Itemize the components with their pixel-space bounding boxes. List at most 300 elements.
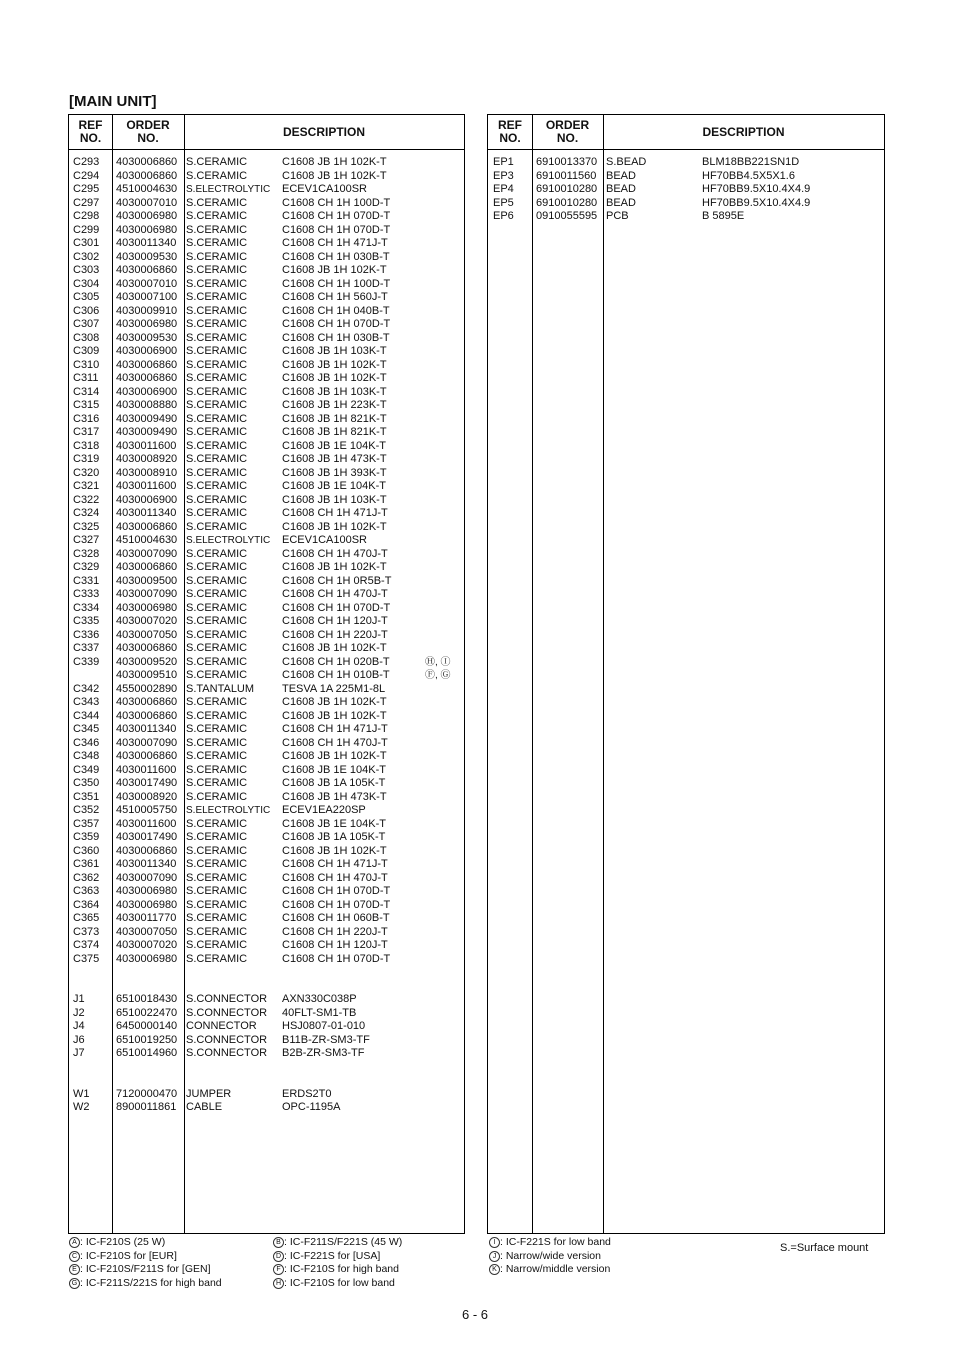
ref-no: C335 [73, 615, 100, 627]
order-no: 4030006980 [116, 601, 178, 614]
footnote-letter: A [69, 1237, 80, 1248]
ref-no: C334 [73, 601, 100, 614]
part-type: S.CERAMIC [186, 412, 248, 425]
order-no: 4030006900 [116, 493, 178, 506]
order-no: 6910010280 [536, 183, 598, 195]
ref-no: C329 [73, 561, 100, 573]
part-type: S.CERAMIC [186, 547, 248, 560]
part-type: JUMPER [186, 1087, 232, 1100]
order-no: 4030007050 [116, 925, 178, 938]
ref-no: C324 [73, 507, 100, 519]
table-row [69, 750, 464, 764]
order-no: 4030007010 [116, 277, 178, 290]
ref-no: C305 [73, 291, 100, 303]
part-description: C1608 JB 1A 105K-T [282, 831, 386, 843]
order-no: 4510004630 [116, 534, 178, 546]
part-description: C1608 JB 1H 102K-T [282, 642, 387, 654]
ref-no: J7 [73, 1047, 85, 1059]
part-type: S.CERAMIC [186, 237, 248, 249]
part-description: C1608 CH 1H 470J-T [282, 588, 388, 600]
table-row [69, 885, 464, 899]
footnote-item [273, 1277, 402, 1291]
ref-no: J1 [73, 993, 85, 1005]
part-type: S.CERAMIC [186, 561, 248, 573]
footnote-text: : IC-F221S for [USA] [284, 1249, 381, 1262]
order-no: 4030006980 [116, 885, 178, 897]
table-row [488, 170, 884, 184]
table-row [69, 723, 464, 737]
order-no: 8900011861 [116, 1101, 177, 1113]
order-no: 4030011340 [116, 858, 177, 870]
footnote-letter: K [489, 1264, 500, 1275]
parts-table-right [487, 114, 885, 1234]
ref-no: C360 [73, 844, 100, 857]
parts-list-right [488, 156, 884, 224]
ref-no: C351 [73, 790, 100, 803]
order-no: 4510005750 [116, 804, 178, 816]
ref-no: J6 [73, 1033, 85, 1046]
table-row [69, 183, 464, 197]
ref-no: C298 [73, 210, 100, 222]
ref-no: C362 [73, 871, 100, 884]
order-no: 4030006860 [116, 642, 178, 654]
table-row [69, 399, 464, 413]
part-description: C1608 JB 1H 102K-T [282, 169, 387, 182]
part-type: S.CONNECTOR [186, 1006, 268, 1019]
order-no: 4030011770 [116, 912, 177, 924]
footnote-text: : IC-F210S for low band [284, 1276, 395, 1289]
part-type: S.CERAMIC [186, 615, 248, 627]
footnote-text: : IC-F210S for [EUR] [80, 1249, 177, 1262]
order-no: 4030007050 [116, 628, 178, 641]
part-description: C1608 CH 1H 070D-T [282, 952, 391, 965]
footnotes-column-3 [489, 1236, 611, 1277]
part-type: S.CERAMIC [186, 642, 248, 654]
table-row [69, 602, 464, 616]
ref-no: C322 [73, 493, 100, 506]
table-row [69, 548, 464, 562]
footnote-letter: C [69, 1251, 80, 1262]
ref-no: C344 [73, 709, 100, 722]
part-description: C1608 CH 1H 030B-T [282, 250, 390, 263]
order-no: 4030006980 [116, 210, 178, 222]
parts-table-left [68, 114, 465, 1234]
ref-no: C320 [73, 466, 100, 479]
part-type: CABLE [186, 1101, 223, 1113]
ref-no: C327 [73, 534, 100, 546]
ref-no: C314 [73, 385, 100, 398]
footnote-text: : IC-F211S/F221S (45 W) [284, 1236, 403, 1248]
part-type: S.CERAMIC [186, 210, 248, 222]
order-no: 4030006860 [116, 520, 178, 533]
part-description: AXN330C038P [282, 993, 357, 1005]
part-type: S.CERAMIC [186, 723, 248, 735]
table-row [69, 683, 464, 697]
table-row [69, 372, 464, 386]
ref-no: EP5 [493, 196, 514, 209]
footnote-letter: J [489, 1251, 500, 1262]
part-type: S.CERAMIC [186, 156, 248, 168]
table-row [69, 588, 464, 602]
part-type: S.CERAMIC [186, 844, 248, 857]
ref-no: C293 [73, 156, 100, 168]
footnote-text: : IC-F210S/F211S for [GEN] [80, 1263, 211, 1275]
ref-no: C302 [73, 250, 100, 263]
table-row [69, 1074, 464, 1088]
part-description: C1608 CH 1H 120J-T [282, 615, 388, 627]
part-type: S.CERAMIC [186, 493, 248, 506]
table-row [69, 966, 464, 980]
part-description: C1608 JB 1H 103K-T [282, 345, 387, 357]
part-description: C1608 JB 1E 104K-T [282, 763, 386, 776]
part-description: C1608 CH 1H 100D-T [282, 277, 391, 290]
part-description: C1608 JB 1H 821K-T [282, 412, 387, 425]
part-description: C1608 CH 1H 471J-T [282, 507, 388, 519]
table-row [69, 1088, 464, 1102]
part-description: C1608 CH 1H 070D-T [282, 210, 391, 222]
part-description: C1608 JB 1H 102K-T [282, 264, 387, 276]
part-type: S.CERAMIC [186, 358, 248, 371]
order-no: 4030011340 [116, 723, 177, 735]
order-no: 4030008920 [116, 453, 178, 465]
table-row [69, 345, 464, 359]
ref-no: C294 [73, 169, 100, 182]
part-description: C1608 CH 1H 070D-T [282, 318, 391, 330]
table-row [69, 467, 464, 481]
table-row [69, 359, 464, 373]
table-row [69, 318, 464, 332]
part-type: CONNECTOR [186, 1020, 257, 1032]
version-mark: Ⓗ, Ⓘ [425, 656, 451, 668]
part-type: S.CERAMIC [186, 763, 248, 776]
part-description: C1608 CH 1H 220J-T [282, 925, 388, 938]
order-no: 4550002890 [116, 682, 178, 695]
part-description: C1608 JB 1H 102K-T [282, 156, 387, 168]
ref-no: EP4 [493, 183, 514, 195]
ref-no: C349 [73, 763, 100, 776]
table-row [69, 642, 464, 656]
part-description: C1608 JB 1H 102K-T [282, 520, 387, 533]
part-type: S.CONNECTOR [186, 1047, 268, 1059]
table-row [69, 170, 464, 184]
order-no: 4030009910 [116, 304, 178, 317]
table-row [69, 575, 464, 589]
part-type: S.CERAMIC [186, 750, 248, 762]
order-no: 4030006860 [116, 844, 178, 857]
header-ref-no: REF NO. [498, 118, 522, 145]
part-description: C1608 CH 1H 471J-T [282, 723, 388, 735]
table-row [69, 440, 464, 454]
part-description: C1608 CH 1H 560J-T [282, 291, 388, 303]
order-no: 4030006980 [116, 952, 178, 965]
table-row [69, 305, 464, 319]
footnote-letter: G [69, 1278, 80, 1289]
part-type: S.CERAMIC [186, 952, 248, 965]
table-row [69, 1061, 464, 1075]
ref-no: C315 [73, 399, 100, 411]
part-type: S.CERAMIC [186, 925, 248, 938]
part-type: S.CERAMIC [186, 669, 248, 681]
table-row [69, 480, 464, 494]
order-no: 4030009520 [116, 655, 178, 668]
part-type: S.CERAMIC [186, 264, 248, 276]
part-type: S.CERAMIC [186, 520, 248, 533]
part-description: C1608 JB 1E 104K-T [282, 817, 386, 830]
order-no: 4030007090 [116, 547, 178, 560]
part-type: S.CERAMIC [186, 453, 248, 465]
footnote-letter: I [489, 1237, 500, 1248]
order-no: 4030007090 [116, 588, 178, 600]
part-description: ECEV1EA220SP [282, 804, 366, 816]
part-type: S.CERAMIC [186, 399, 248, 411]
order-no: 4030011600 [116, 817, 177, 830]
part-type: S.CERAMIC [186, 898, 248, 911]
order-no: 7120000470 [116, 1087, 178, 1100]
ref-no: C345 [73, 723, 100, 735]
order-no: 4030017490 [116, 777, 178, 789]
ref-no: C309 [73, 345, 100, 357]
footnote-item [273, 1236, 402, 1250]
ref-no: C363 [73, 885, 100, 897]
surface-mount-note: S.=Surface mount [780, 1242, 869, 1254]
part-description: C1608 JB 1H 102K-T [282, 709, 387, 722]
table-row [69, 1020, 464, 1034]
part-type: S.CERAMIC [186, 385, 248, 398]
part-type: S.CONNECTOR [186, 1033, 268, 1046]
order-no: 4030006900 [116, 345, 178, 357]
part-description: C1608 CH 1H 060B-T [282, 912, 390, 924]
order-no: 4030008920 [116, 790, 178, 803]
part-description: 40FLT-SM1-TB [282, 1006, 357, 1019]
table-row [69, 737, 464, 751]
table-row [69, 291, 464, 305]
order-no: 4030008910 [116, 466, 178, 479]
ref-no: C361 [73, 858, 100, 870]
table-row [69, 224, 464, 238]
table-row [69, 494, 464, 508]
table-row [69, 669, 464, 683]
header-description: DESCRIPTION [702, 124, 785, 139]
footnote-item [273, 1250, 402, 1264]
footnote-item [69, 1263, 222, 1277]
order-no: 6510014960 [116, 1047, 178, 1059]
table-row [69, 710, 464, 724]
order-no: 4030006860 [116, 156, 178, 168]
table-row [69, 1047, 464, 1061]
part-description: C1608 JB 1H 102K-T [282, 844, 387, 857]
part-type: S.CERAMIC [186, 817, 248, 830]
ref-no: C357 [73, 817, 100, 830]
part-type: S.CERAMIC [186, 655, 248, 668]
table-row [488, 156, 884, 170]
table-row [69, 899, 464, 913]
footnote-text: : IC-F211S/221S for high band [80, 1276, 222, 1289]
part-description: OPC-1195A [282, 1101, 341, 1113]
footnote-item [489, 1263, 611, 1277]
table-row [488, 210, 884, 224]
part-description: C1608 JB 1H 102K-T [282, 696, 387, 708]
ref-no: C301 [73, 237, 100, 249]
footnote-letter: B [273, 1237, 284, 1248]
ref-no: C308 [73, 331, 100, 344]
table-row [69, 426, 464, 440]
table-row [69, 791, 464, 805]
ref-no: C328 [73, 547, 100, 560]
footnote-letter: F [273, 1264, 284, 1275]
ref-no: C365 [73, 912, 100, 924]
part-type: S.CERAMIC [186, 858, 248, 870]
order-no: 4030009530 [116, 331, 178, 344]
header-order-no: ORDER NO. [126, 118, 170, 145]
part-description: ECEV1CA100SR [282, 183, 367, 195]
part-type: S.CERAMIC [186, 345, 248, 357]
table-row [69, 521, 464, 535]
table-row [69, 912, 464, 926]
ref-no: EP1 [493, 156, 514, 168]
part-type: S.ELECTROLYTIC [186, 535, 271, 546]
part-description: C1608 CH 1H 100D-T [282, 196, 391, 209]
ref-no: C321 [73, 480, 100, 492]
table-row [69, 197, 464, 211]
order-no: 4030008880 [116, 399, 178, 411]
table-row [69, 696, 464, 710]
part-description: C1608 CH 1H 0R5B-T [282, 574, 392, 587]
footnote-text: : IC-F221S for low band [500, 1236, 611, 1248]
ref-no: C339 [73, 655, 100, 668]
part-type: S.TANTALUM [186, 682, 255, 695]
part-description: C1608 JB 1H 102K-T [282, 372, 387, 384]
part-type: S.CERAMIC [186, 912, 248, 924]
order-no: 4030009490 [116, 426, 178, 438]
part-description: ECEV1CA100SR [282, 534, 367, 546]
footnote-text: : Narrow/wide version [500, 1249, 601, 1262]
part-description: C1608 JB 1H 473K-T [282, 453, 387, 465]
order-no: 6450000140 [116, 1020, 178, 1032]
ref-no: C364 [73, 898, 100, 911]
table-row [69, 507, 464, 521]
part-type: S.CERAMIC [186, 318, 248, 330]
part-type: S.CERAMIC [186, 277, 248, 290]
table-row [69, 1101, 464, 1115]
order-no: 4030006980 [116, 318, 178, 330]
part-description: ERDS2T0 [282, 1087, 332, 1100]
part-type: BEAD [606, 183, 636, 195]
footnote-item [489, 1250, 611, 1264]
part-type: PCB [606, 210, 629, 222]
order-no: 6510022470 [116, 1006, 178, 1019]
part-type: S.ELECTROLYTIC [186, 184, 271, 195]
table-row [69, 926, 464, 940]
ref-no: C318 [73, 439, 100, 452]
order-no: 4030011340 [116, 237, 177, 249]
part-description: C1608 CH 1H 470J-T [282, 871, 388, 884]
ref-no: C374 [73, 939, 100, 951]
table-row [69, 156, 464, 170]
table-row [69, 413, 464, 427]
order-no: 4030006980 [116, 898, 178, 911]
part-description: C1608 JB 1H 102K-T [282, 750, 387, 762]
ref-no: C343 [73, 696, 100, 708]
part-description: HF70BB9.5X10.4X4.9 [702, 196, 811, 209]
footnotes-column-2 [273, 1236, 402, 1290]
order-no: 6910013370 [536, 156, 598, 168]
part-type: BEAD [606, 196, 636, 209]
footnote-item [273, 1263, 402, 1277]
ref-no: C373 [73, 925, 100, 938]
part-type: S.CERAMIC [186, 777, 248, 789]
part-description: B 5895E [702, 210, 745, 222]
part-description: C1608 JB 1H 473K-T [282, 790, 387, 803]
part-description: C1608 JB 1E 104K-T [282, 439, 386, 452]
part-description: C1608 CH 1H 220J-T [282, 628, 388, 641]
order-no: 4030009490 [116, 412, 178, 425]
order-no: 4030006860 [116, 696, 178, 708]
ref-no: J2 [73, 1006, 85, 1019]
part-type: S.CERAMIC [186, 196, 248, 209]
order-no: 4030006980 [116, 223, 178, 236]
part-description: C1608 JB 1H 223K-T [282, 399, 387, 411]
part-description: C1608 JB 1H 103K-T [282, 385, 387, 398]
part-description: HSJ0807-01-010 [282, 1020, 366, 1032]
table-row [69, 845, 464, 859]
order-no: 4030017490 [116, 831, 178, 843]
part-type: S.CERAMIC [186, 574, 248, 587]
part-type: S.CERAMIC [186, 169, 248, 182]
order-no: 6510018430 [116, 993, 178, 1005]
ref-no: C348 [73, 750, 100, 762]
part-type: S.CERAMIC [186, 831, 248, 843]
part-type: S.CERAMIC [186, 480, 248, 492]
part-type: S.CERAMIC [186, 709, 248, 722]
order-no: 4030006860 [116, 561, 178, 573]
table-row [69, 453, 464, 467]
table-row [69, 1007, 464, 1021]
ref-no: C303 [73, 264, 100, 276]
ref-no: C342 [73, 682, 100, 695]
order-no: 4030007010 [116, 196, 178, 209]
table-row [69, 858, 464, 872]
ref-no: C297 [73, 196, 100, 209]
table-row [69, 804, 464, 818]
footnote-text: : IC-F210S for high band [284, 1263, 399, 1275]
table-row [69, 764, 464, 778]
part-description: C1608 JB 1A 105K-T [282, 777, 386, 789]
order-no: 4030007100 [116, 291, 178, 303]
order-no: 4030006860 [116, 750, 178, 762]
part-description: C1608 CH 1H 010B-T [282, 669, 390, 681]
part-type: S.CERAMIC [186, 291, 248, 303]
ref-no: C359 [73, 831, 100, 843]
ref-no: C336 [73, 628, 100, 641]
table-row [69, 629, 464, 643]
part-description: C1608 CH 1H 471J-T [282, 237, 388, 249]
footnote-letter: E [69, 1264, 80, 1275]
table-row [69, 1034, 464, 1048]
table-row [69, 993, 464, 1007]
part-description: C1608 JB 1H 103K-T [282, 493, 387, 506]
table-row [69, 777, 464, 791]
part-type: S.CERAMIC [186, 372, 248, 384]
part-description: C1608 JB 1E 104K-T [282, 480, 386, 492]
footnote-item [489, 1236, 611, 1250]
table-row [69, 872, 464, 886]
table-row [69, 939, 464, 953]
order-no: 4030007090 [116, 736, 178, 749]
part-description: C1608 CH 1H 470J-T [282, 736, 388, 749]
ref-no: C307 [73, 318, 100, 330]
footnote-text: : Narrow/middle version [500, 1263, 611, 1275]
part-type: S.CERAMIC [186, 601, 248, 614]
